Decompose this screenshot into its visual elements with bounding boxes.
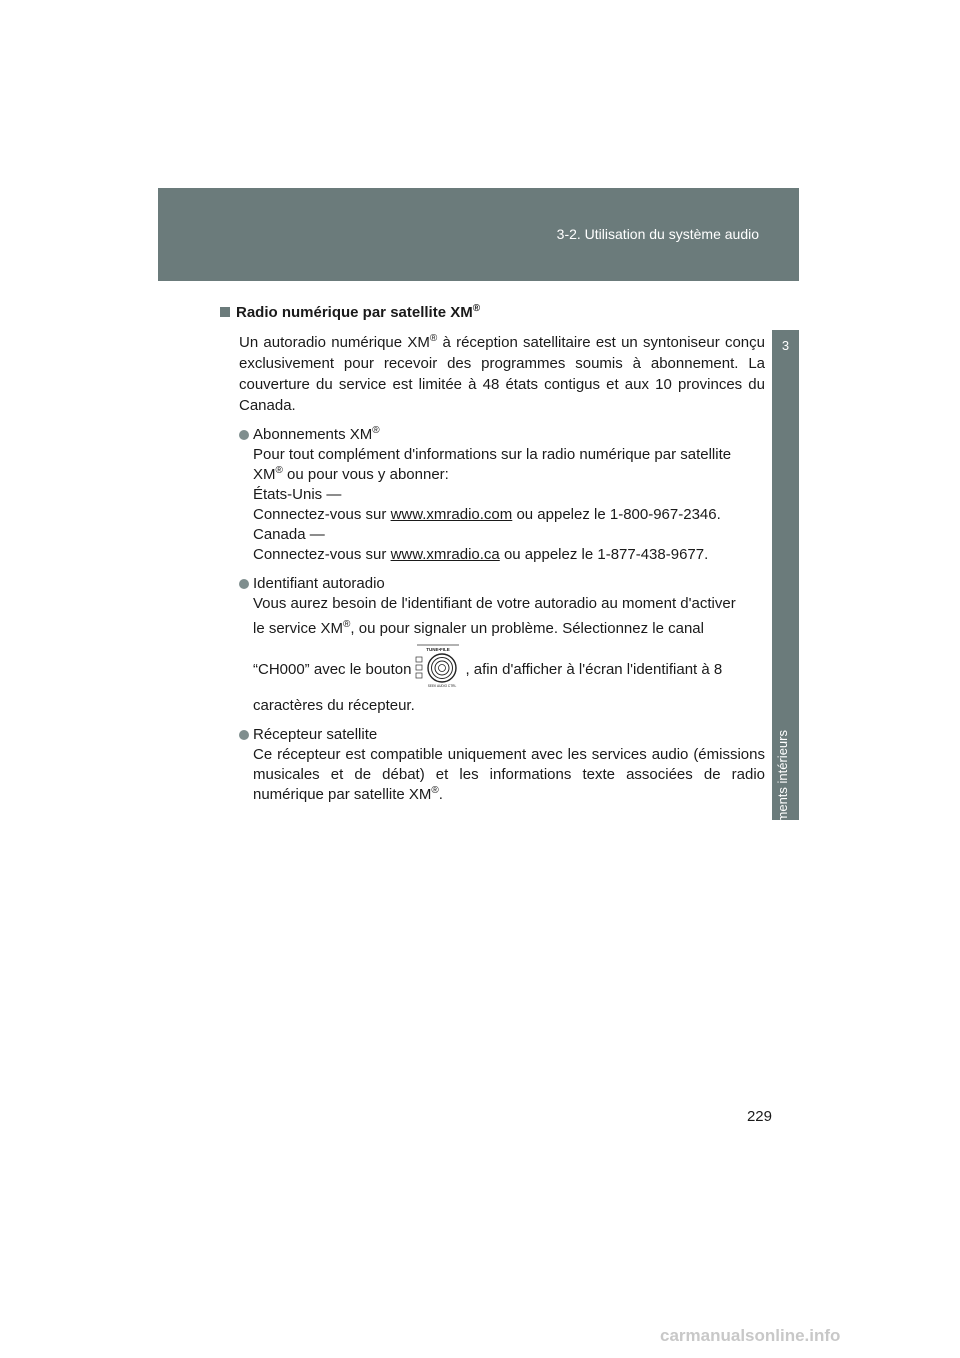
radio-id-line-2 xyxy=(253,614,765,644)
main-content xyxy=(220,302,765,805)
radio-id-text-2a: le service XM xyxy=(253,620,344,637)
bullet-radio-id xyxy=(239,574,765,716)
receiver-heading: Récepteur satellite xyxy=(253,726,378,743)
section-label: 3-2. Utilisation du système audio xyxy=(556,226,759,242)
square-bullet-icon xyxy=(220,307,230,317)
us-text-b: ou appelez le 1-800-967-2346. xyxy=(512,506,721,523)
radio-id-heading: Identifiant autoradio xyxy=(253,575,385,592)
circle-bullet-icon xyxy=(239,579,249,589)
circle-bullet-icon xyxy=(239,430,249,440)
xm-text: XM xyxy=(253,466,276,483)
intro-text-1: Un autoradio numérique XM xyxy=(239,334,430,351)
knob-bottom-label: SEEK AUDIO CTRL xyxy=(428,684,457,689)
bullet-subscriptions xyxy=(239,425,765,565)
section-title xyxy=(220,302,765,324)
registered-mark: ® xyxy=(372,425,380,436)
watermark: carmanualsonline.info xyxy=(660,1326,841,1345)
us-text-a: Connectez-vous sur xyxy=(253,506,391,523)
radio-id-text-2b: , ou pour signaler un problème. Sélectionnez le canal xyxy=(350,620,704,637)
receiver-text xyxy=(253,746,765,803)
receiver-text-b: . xyxy=(438,786,443,803)
page-number: 229 xyxy=(746,1108,772,1125)
subscriptions-line-2 xyxy=(253,465,765,485)
chapter-title-text: Équipements intérieurs xyxy=(775,730,790,863)
circle-bullet-icon xyxy=(239,730,249,740)
registered-mark: ® xyxy=(472,303,481,314)
knob-top-label: TUNE•FILE xyxy=(426,647,451,653)
radio-id-text-3a: “CH000” avec le bouton xyxy=(253,661,412,678)
bullet-heading xyxy=(253,425,765,445)
header-bar xyxy=(158,188,799,281)
ca-text-b: ou appelez le 1-877-438-9677. xyxy=(499,546,709,563)
section-title-text: Radio numérique par satellite XM xyxy=(236,304,473,321)
registered-mark: ® xyxy=(275,465,283,476)
us-label: États-Unis — xyxy=(253,486,342,503)
subscriptions-heading: Abonnements XM xyxy=(253,426,373,443)
radio-id-line-1: Vous aurez besoin de l'identifiant de votre autoradio au moment d'activer xyxy=(253,595,736,612)
radio-id-line-3 xyxy=(253,644,765,696)
us-website-link[interactable]: www.xmradio.com xyxy=(390,506,513,523)
radio-id-line-4: caractères du récepteur. xyxy=(253,697,415,714)
intro-paragraph xyxy=(239,332,765,416)
bullet-receiver xyxy=(239,725,765,805)
us-contact xyxy=(253,505,765,525)
subscribe-text: ou pour vous y abonner: xyxy=(282,466,449,483)
canada-contact xyxy=(253,545,765,565)
chapter-number: 3 xyxy=(781,338,790,353)
chapter-title xyxy=(775,730,797,863)
chapter-tab xyxy=(772,330,799,863)
registered-mark: ® xyxy=(429,333,438,344)
radio-id-text-3b: , afin d'afficher à l'écran l'identifiant à 8 xyxy=(465,661,723,678)
registered-mark: ® xyxy=(431,785,439,796)
ca-text-a: Connectez-vous sur xyxy=(253,546,391,563)
registered-mark: ® xyxy=(343,619,351,630)
receiver-text-a: Ce récepteur est compatible uniquement avec les services audio (émissions musicales et de débat) et les informations texte associées de radio numérique par satellite XM xyxy=(253,746,765,803)
canada-label: Canada — xyxy=(253,526,325,543)
tune-file-knob-icon xyxy=(415,643,461,689)
subscriptions-line-1: Pour tout complément d'informations sur la radio numérique par satellite xyxy=(253,446,732,463)
canada-website-link[interactable]: www.xmradio.ca xyxy=(390,546,500,563)
intro-text-2: à réception satellitaire est un syntoniseur conçu exclusivement pour recevoir des programmes soumis à abonnement. La couverture du service est limitée à 48 états contigus et aux 10 provinces du Canada. xyxy=(239,334,765,414)
